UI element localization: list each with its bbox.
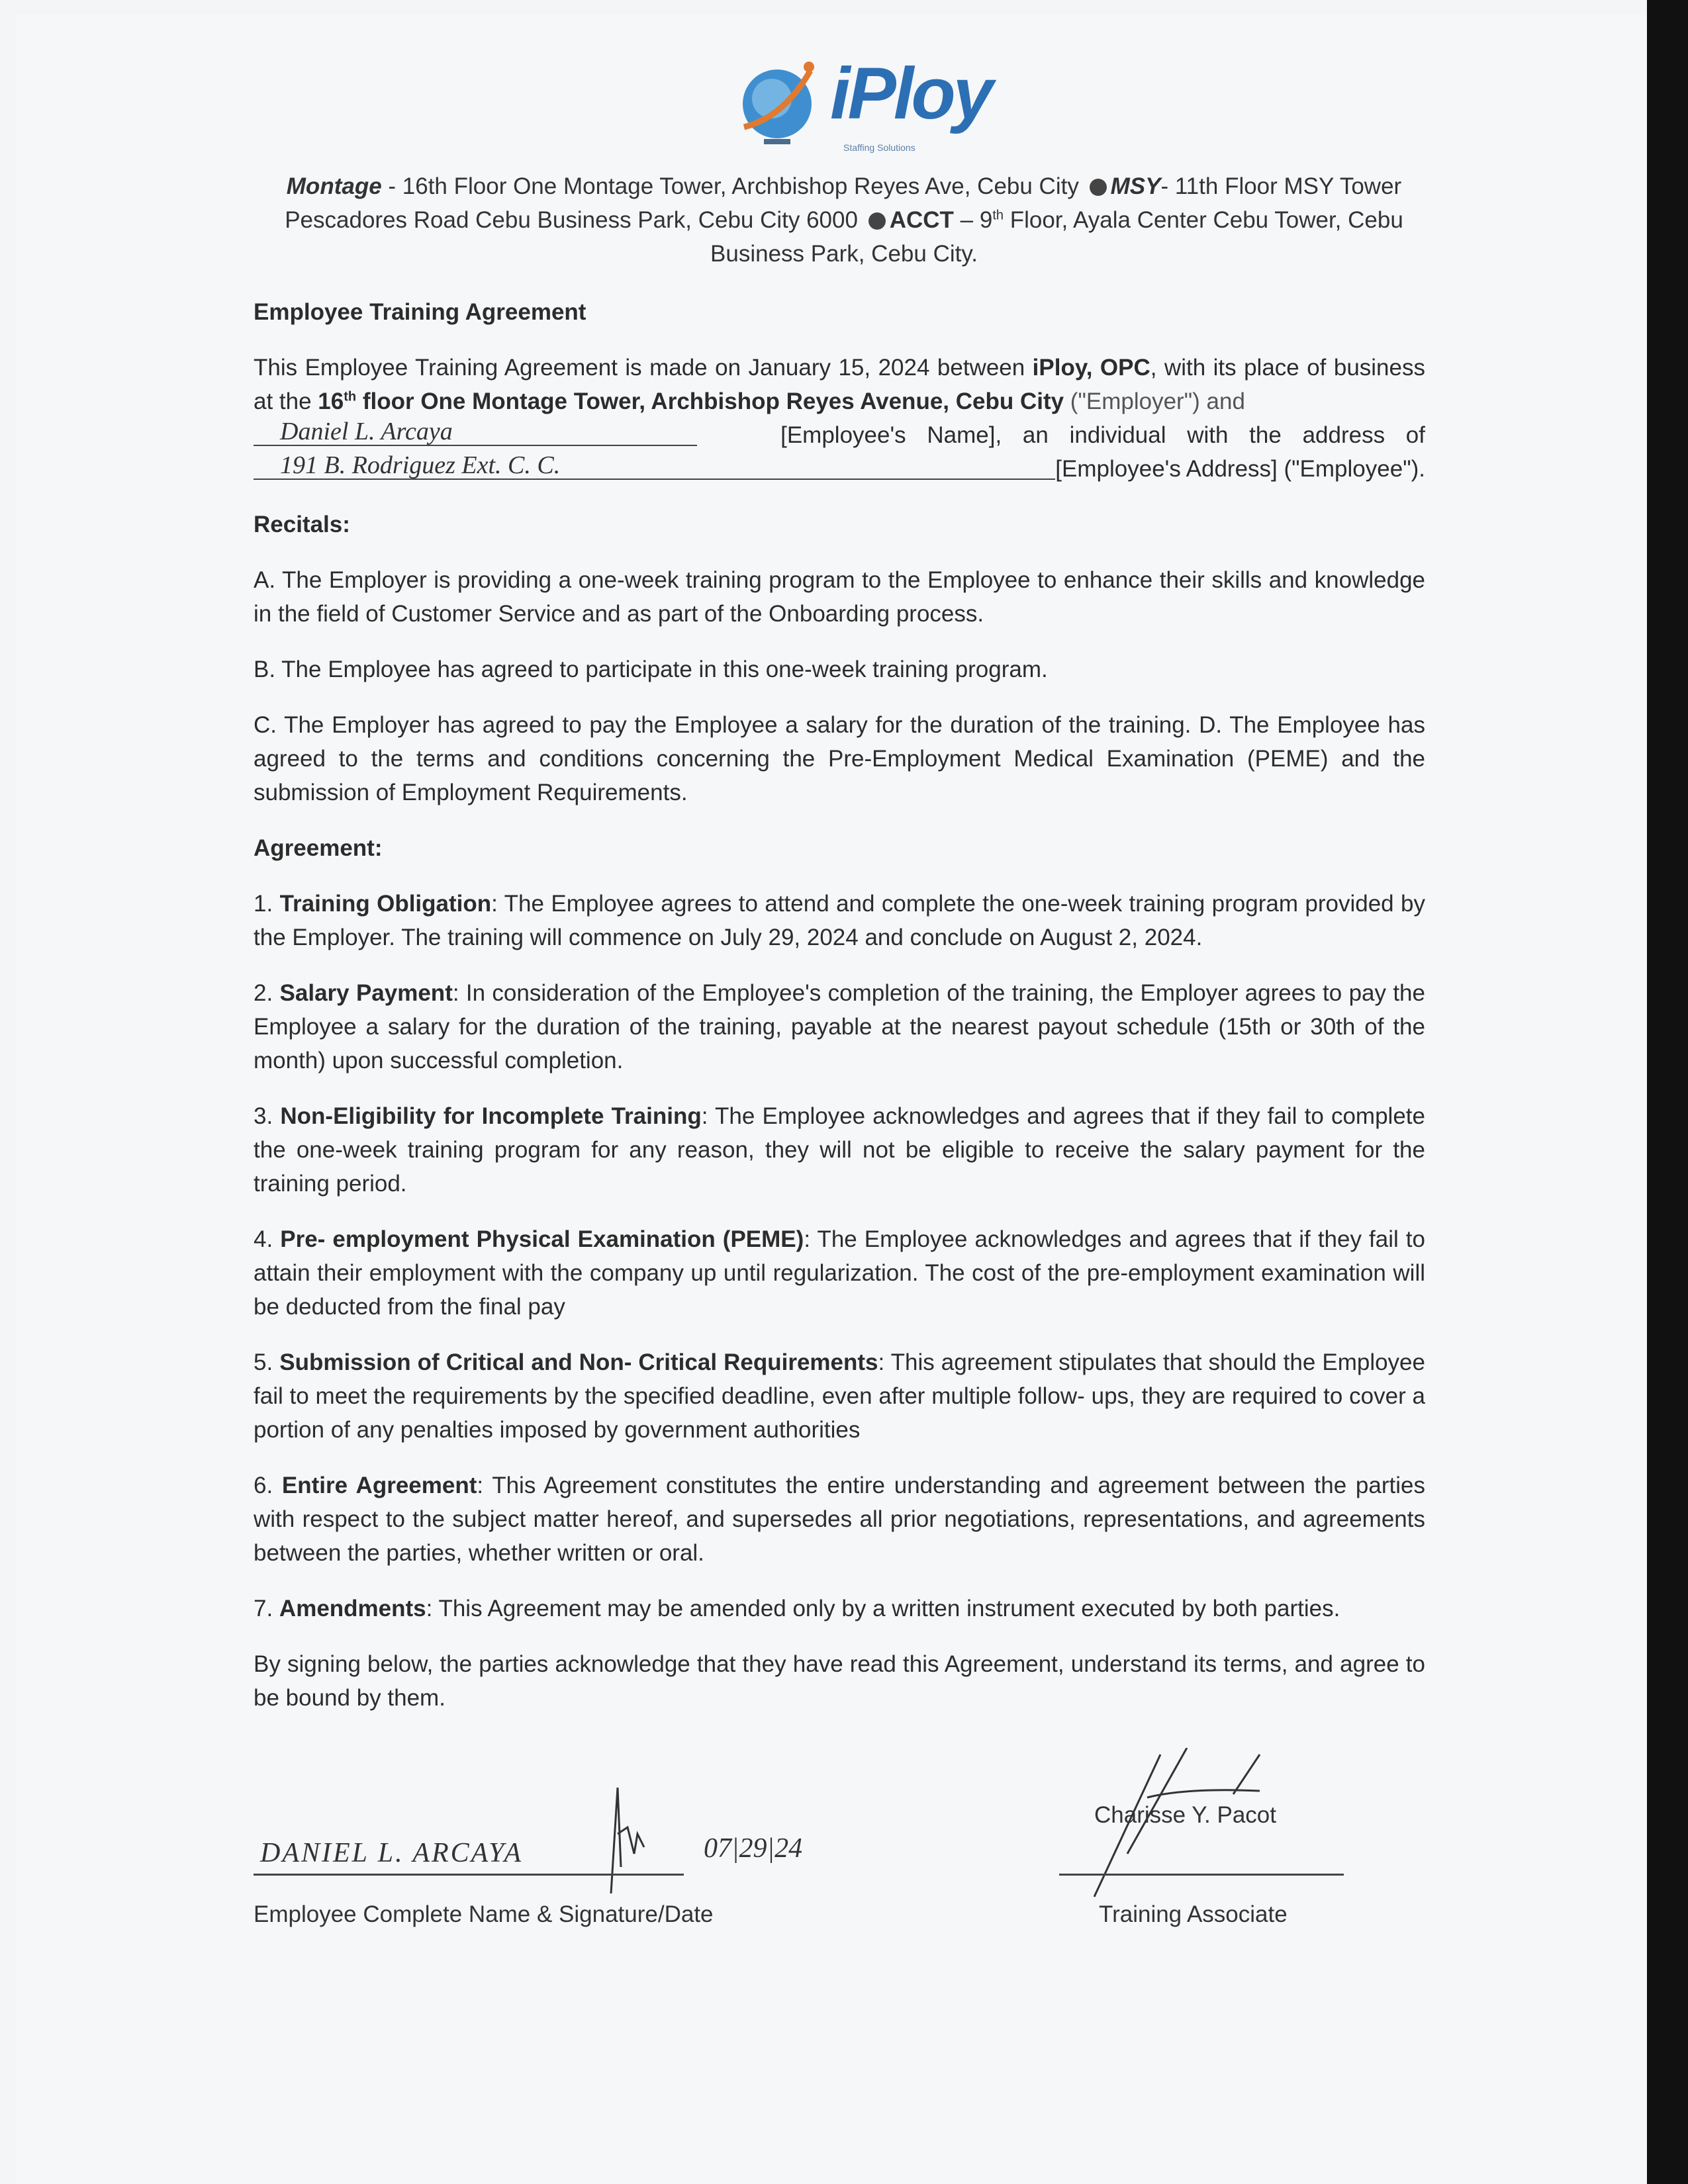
clause-6: 6. Entire Agreement: This Agreement constitutes the entire understanding and agreement between the parties with respect to the subject matter hereof, and supersedes all prior negotiations, representations, and agreements between the parties, whether written or oral. [254, 1473, 1425, 1566]
recital-c: C. The Employer has agreed to pay the Employee a salary for the duration of the training. D. The Employee has agreed to the terms and conditions concerning the Pre-Employment Medical Examination (PEME) and the submission of Employment Requirements. [254, 712, 1425, 805]
document-title: Employee Training Agreement [254, 299, 586, 325]
clause-3: 3. Non-Eligibility for Incomplete Training: The Employee acknowledges and agrees that if they fail to complete the one-week training program for any reason, they will not be eligible to receive the salary payment for the training period. [254, 1103, 1425, 1197]
bullet-icon [868, 212, 886, 230]
office-addresses: Montage - 16th Floor One Montage Tower, Archbishop Reyes Ave, Cebu City MSY- 11th Floor MSY Tower Pescadores Road Cebu Business Park, Cebu City 6000 ACCT – 9th Floor, Ayala Center Cebu Tower, Cebu Business Park, Cebu City. [285, 173, 1403, 267]
employee-handwritten-name: DANIEL L. ARCAYA [260, 1838, 524, 1868]
clause-7: 7. Amendments: This Agreement may be amended only by a written instrument executed by both parties. [254, 1596, 1340, 1621]
logo-tagline: Staffing Solutions [843, 142, 915, 153]
recitals-heading: Recitals: [254, 512, 350, 537]
scan-edge [1647, 0, 1688, 2184]
associate-title: Training Associate [1099, 1901, 1288, 1927]
employee-address-field[interactable]: 191 B. Rodriguez Ext. C. C. [254, 452, 1055, 480]
logo-wordmark: iPloy [830, 53, 991, 134]
intro-paragraph: This Employee Training Agreement is made on January 15, 2024 between iPloy, OPC, with its place of business at the 16th floor One Montage Tower, Archbishop Reyes Avenue, Cebu City ("Employer") and [254, 355, 1425, 414]
closing-paragraph: By signing below, the parties acknowledge that they have read this Agreement, understand its terms, and agree to be bound by them. [254, 1651, 1425, 1711]
employee-name-line: Daniel L. Arcaya [Employee's Name], an individual with the address of [254, 418, 1425, 452]
agreement-heading: Agreement: [254, 835, 383, 861]
clause-5: 5. Submission of Critical and Non- Critical Requirements: This agreement stipulates that should the Employee fail to meet the requirements by the specified deadline, even after multiple follow- ups, they are required to cover a portion of any penalties imposed by government authorities [254, 1349, 1425, 1443]
employee-name-field[interactable]: Daniel L. Arcaya [254, 418, 697, 446]
employee-signature [604, 1788, 677, 1900]
employee-handwritten-date: 07|29|24 [704, 1833, 803, 1864]
associate-name: Charisse Y. Pacot [1094, 1802, 1276, 1828]
clause-1: 1. Training Obligation: The Employee agrees to attend and complete the one-week training program provided by the Employer. The training will commence on July 29, 2024 and conclude on August 2, 2024. [254, 891, 1425, 950]
clause-4: 4. Pre- employment Physical Examination (PEME): The Employee acknowledges and agrees that if they fail to attain their employment with the company up until regularization. The cost of the pre-employment examination will be deducted from the final pay [254, 1226, 1425, 1320]
recital-b: B. The Employee has agreed to participate in this one-week training program. [254, 657, 1048, 682]
employee-signature-line [254, 1874, 684, 1876]
iploy-logo [731, 54, 1009, 167]
signature-block [254, 1774, 1425, 1940]
employee-address-line: 191 B. Rodriguez Ext. C. C. [Employee's Address] ("Employee"). [254, 452, 1425, 486]
associate-signature [1088, 1748, 1286, 1900]
clause-2: 2. Salary Payment: In consideration of the Employee's completion of the training, the Employer agrees to pay the Employee a salary for the duration of the training, payable at the nearest payout schedule (15th or 30th of the month) upon successful completion. [254, 980, 1425, 1073]
globe-icon [731, 54, 830, 154]
associate-signature-line [1059, 1874, 1344, 1876]
recital-a: A. The Employer is providing a one-week training program to the Employee to enhance their skills and knowledge in the field of Customer Service and as part of the Onboarding process. [254, 567, 1425, 627]
bullet-icon [1090, 179, 1107, 196]
employee-signature-label: Employee Complete Name & Signature/Date [254, 1901, 714, 1927]
agreement-body [254, 295, 1425, 1940]
